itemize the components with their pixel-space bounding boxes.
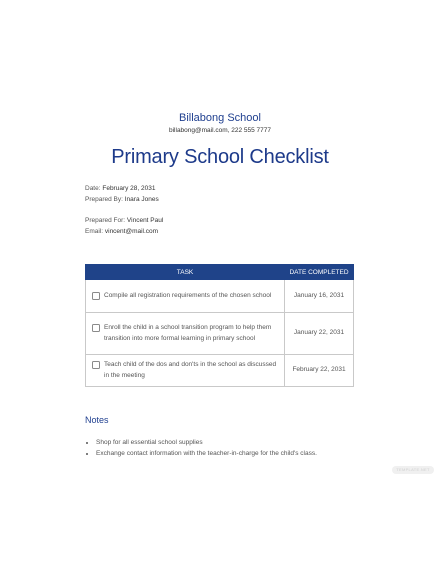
notes-list bbox=[85, 437, 376, 459]
task-text: Teach child of the dos and don'ts in the school as discussed in the meeting bbox=[104, 361, 277, 379]
meta-date-line bbox=[85, 183, 159, 194]
table-row bbox=[86, 313, 354, 355]
task-cell bbox=[86, 313, 285, 355]
task-checkbox[interactable] bbox=[92, 324, 100, 332]
date-completed-cell: February 22, 2031 bbox=[285, 355, 354, 387]
column-header-task: TASK bbox=[86, 265, 285, 280]
meta-prepared-for-label: Prepared For: bbox=[85, 217, 126, 224]
list-item: • Exchange contact information with the teacher-in-charge for the child's class. bbox=[96, 448, 376, 459]
date-completed-cell: January 22, 2031 bbox=[285, 313, 354, 355]
table-row bbox=[86, 280, 354, 313]
page-title: Primary School Checklist bbox=[111, 146, 329, 168]
list-item: • Shop for all essential school supplies bbox=[96, 437, 376, 448]
checklist-table bbox=[85, 264, 354, 387]
task-checkbox[interactable] bbox=[92, 292, 100, 300]
table-row bbox=[86, 355, 354, 387]
meta-prepared-for-line bbox=[85, 215, 163, 226]
meta-email-label: Email: bbox=[85, 228, 104, 235]
task-cell bbox=[86, 280, 285, 313]
meta-prepared-by-label: Prepared By: bbox=[85, 196, 123, 203]
school-name: Billabong School bbox=[179, 112, 261, 124]
watermark-badge: TEMPLATE.NET bbox=[392, 466, 434, 474]
meta-prepared-by-line bbox=[85, 194, 159, 205]
meta-prepared-by-value: Inara Jones bbox=[124, 196, 159, 203]
notes-heading: Notes bbox=[85, 415, 109, 425]
meta-prepared-for-value: Vincent Paul bbox=[126, 217, 164, 224]
meta-block-prepared bbox=[85, 183, 159, 205]
school-contact: billabong@mail.com, 222 555 7777 bbox=[169, 127, 271, 134]
task-cell bbox=[86, 355, 285, 387]
column-header-date-completed: DATE COMPLETED bbox=[285, 265, 354, 280]
meta-date-value: February 28, 2031 bbox=[102, 185, 156, 192]
table-header-row bbox=[86, 265, 354, 280]
meta-email-value: vincent@mail.com bbox=[104, 228, 159, 235]
meta-block-recipient bbox=[85, 215, 163, 237]
task-text: Compile all registration requirements of the chosen school bbox=[104, 291, 272, 299]
meta-email-line bbox=[85, 226, 163, 237]
task-checkbox[interactable] bbox=[92, 361, 100, 369]
task-text: Enroll the child in a school transition program to help them transition into more formal learning in primary school bbox=[104, 324, 272, 342]
date-completed-cell: January 16, 2031 bbox=[285, 280, 354, 313]
meta-date-label: Date: bbox=[85, 185, 101, 192]
